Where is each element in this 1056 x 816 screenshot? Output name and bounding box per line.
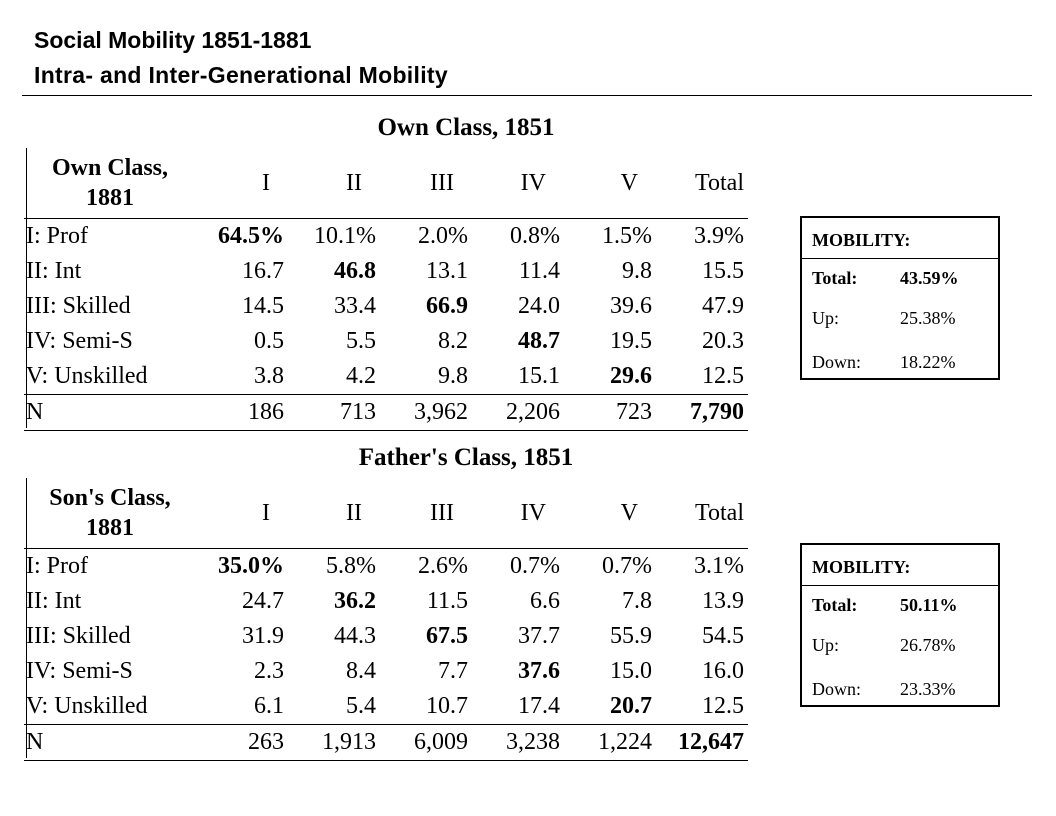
table-cell: 48.7 [518, 328, 560, 354]
mobility-heading: MOBILITY: [802, 545, 998, 586]
row-label: III: Skilled [26, 623, 131, 649]
table-cell: 55.9 [610, 623, 652, 649]
row-label: II: Int [26, 588, 82, 614]
column-header: I [262, 500, 270, 526]
table-cell: 20.7 [610, 693, 652, 719]
table-cell: 1,224 [564, 725, 656, 761]
table-cell: 13.1 [426, 258, 468, 284]
column-header: IV [520, 170, 546, 196]
row-group-header [24, 478, 196, 549]
row-label: N [24, 395, 196, 431]
table-cell: 5.5 [346, 328, 376, 354]
table-cell: 15.5 [702, 258, 744, 284]
table-cell: 46.8 [334, 258, 376, 284]
column-header: I [262, 170, 270, 196]
table-cell: 2.0% [380, 219, 472, 255]
title-divider [22, 95, 1032, 96]
table-cell: 2,206 [472, 395, 564, 431]
mobility-up-label: Up: [812, 308, 839, 328]
table-cell: 44.3 [334, 623, 376, 649]
column-header: V [620, 170, 638, 196]
table-cell: 9.8 [438, 363, 468, 389]
table-cell: 35.0% [196, 549, 288, 585]
mobility-heading: MOBILITY: [802, 218, 998, 259]
row-label: IV: Semi-S [26, 328, 133, 354]
table-cell: 5.4 [346, 693, 376, 719]
table-cell: 723 [564, 395, 656, 431]
table-cell: 3,238 [472, 725, 564, 761]
table-cell: 54.5 [702, 623, 744, 649]
mobility-down-label: Down: [812, 679, 861, 699]
column-header-total: Total [695, 500, 744, 526]
table-cell: 24.7 [242, 588, 284, 614]
table-cell: 8.2 [438, 328, 468, 354]
table-row [24, 654, 748, 689]
table-cell: 12.5 [702, 693, 744, 719]
row-label: I: Prof [24, 219, 196, 255]
mobility-up-value: 26.78% [900, 635, 956, 655]
table-cell: 15.1 [518, 363, 560, 389]
table-cell: 7,790 [656, 395, 748, 431]
table-cell: 11.5 [426, 588, 468, 614]
table-cell: 0.7% [564, 549, 656, 585]
mobility-down-label: Down: [812, 352, 861, 372]
row-label: II: Int [26, 258, 82, 284]
table-row [24, 254, 748, 289]
column-header-total: Total [695, 170, 744, 196]
table-cell: 64.5% [196, 219, 288, 255]
mobility-up [812, 635, 956, 656]
mobility-up [812, 308, 956, 329]
table-cell: 10.7 [426, 693, 468, 719]
table-cell: 15.0 [610, 658, 652, 684]
row-group-header-line1: Son's Class, [49, 485, 171, 511]
mobility-total-value: 43.59% [900, 268, 959, 288]
column-group-header: Father's Class, 1851 [358, 444, 574, 471]
table-row [24, 324, 748, 359]
row-group-header-line1: Own Class, [51, 155, 169, 181]
row-label: III: Skilled [26, 293, 131, 319]
table-cell: 1,913 [288, 725, 380, 761]
table-cell: 37.7 [518, 623, 560, 649]
table-cell: 3,962 [380, 395, 472, 431]
row-label: IV: Semi-S [26, 658, 133, 684]
row-label: V: Unskilled [26, 693, 148, 719]
table-row [24, 619, 748, 654]
table-cell: 37.6 [518, 658, 560, 684]
mobility-up-value: 25.38% [900, 308, 956, 328]
table-cell: 0.5 [254, 328, 284, 354]
table-cell: 7.8 [622, 588, 652, 614]
mobility-down [812, 352, 956, 373]
table-row [24, 689, 748, 725]
table-cell: 16.0 [702, 658, 744, 684]
table-cell: 12,647 [656, 725, 748, 761]
mobility-total-value: 50.11% [900, 595, 958, 615]
table-cell: 713 [288, 395, 380, 431]
table-cell: 8.4 [346, 658, 376, 684]
table-cell: 39.6 [610, 293, 652, 319]
mobility-total [812, 268, 959, 289]
table-cell: 1.5% [564, 219, 656, 255]
table-row-n [24, 395, 748, 431]
mobility-down-value: 18.22% [900, 352, 956, 372]
column-header: II [346, 170, 362, 196]
mobility-total-label: Total: [812, 595, 858, 615]
column-header: IV [520, 500, 546, 526]
table-cell: 4.2 [346, 363, 376, 389]
table-cell: 9.8 [622, 258, 652, 284]
row-label: I: Prof [24, 549, 196, 585]
table-cell: 10.1% [288, 219, 380, 255]
mobility-down [812, 679, 956, 700]
table-cell: 5.8% [288, 549, 380, 585]
table-cell: 13.9 [702, 588, 744, 614]
table-cell: 16.7 [242, 258, 284, 284]
table-cell: 3.8 [254, 363, 284, 389]
column-group-header: Own Class, 1851 [377, 114, 555, 141]
table-cell: 6.1 [254, 693, 284, 719]
row-label: N [24, 725, 196, 761]
table-cell: 186 [196, 395, 288, 431]
table-cell: 0.7% [472, 549, 564, 585]
table-cell: 7.7 [438, 658, 468, 684]
table-cell: 6.6 [530, 588, 560, 614]
table-row [24, 549, 748, 585]
column-header: V [620, 500, 638, 526]
table-row [24, 584, 748, 619]
table-cell: 14.5 [242, 293, 284, 319]
row-label: V: Unskilled [26, 363, 148, 389]
table-cell: 36.2 [334, 588, 376, 614]
table-row [24, 359, 748, 395]
table-cell: 6,009 [380, 725, 472, 761]
table-cell: 19.5 [610, 328, 652, 354]
table-cell: 24.0 [518, 293, 560, 319]
table-cell: 2.6% [380, 549, 472, 585]
page-subtitle: Intra- and Inter-Generational Mobility [34, 62, 448, 88]
table-cell: 33.4 [334, 293, 376, 319]
table-left-border [26, 148, 27, 428]
table-row [24, 289, 748, 324]
table-cell: 0.8% [472, 219, 564, 255]
column-header: III [430, 500, 454, 526]
table-cell: 2.3 [254, 658, 284, 684]
table-cell: 17.4 [518, 693, 560, 719]
table-cell: 263 [196, 725, 288, 761]
data-table [24, 478, 748, 761]
table-cell: 47.9 [702, 293, 744, 319]
mobility-total [812, 595, 958, 616]
data-table [24, 148, 748, 431]
row-group-header [24, 148, 196, 219]
mobility-total-label: Total: [812, 268, 858, 288]
table-cell: 66.9 [426, 293, 468, 319]
table-cell: 3.1% [656, 549, 748, 585]
mobility-up-label: Up: [812, 635, 839, 655]
table-cell: 11.4 [518, 258, 560, 284]
table-cell: 20.3 [702, 328, 744, 354]
page-title: Social Mobility 1851-1881 [34, 27, 312, 53]
row-group-header-line2: 1881 [86, 515, 134, 541]
mobility-summary-box [800, 543, 1000, 707]
mobility-summary-box [800, 216, 1000, 380]
table-cell: 31.9 [242, 623, 284, 649]
table-left-border [26, 478, 27, 758]
column-header: II [346, 500, 362, 526]
table-cell: 12.5 [702, 363, 744, 389]
column-header: III [430, 170, 454, 196]
table-cell: 3.9% [656, 219, 748, 255]
table-row [24, 219, 748, 255]
row-group-header-line2: 1881 [86, 185, 134, 211]
table-cell: 29.6 [610, 363, 652, 389]
table-row-n [24, 725, 748, 761]
table-cell: 67.5 [426, 623, 468, 649]
mobility-down-value: 23.33% [900, 679, 956, 699]
